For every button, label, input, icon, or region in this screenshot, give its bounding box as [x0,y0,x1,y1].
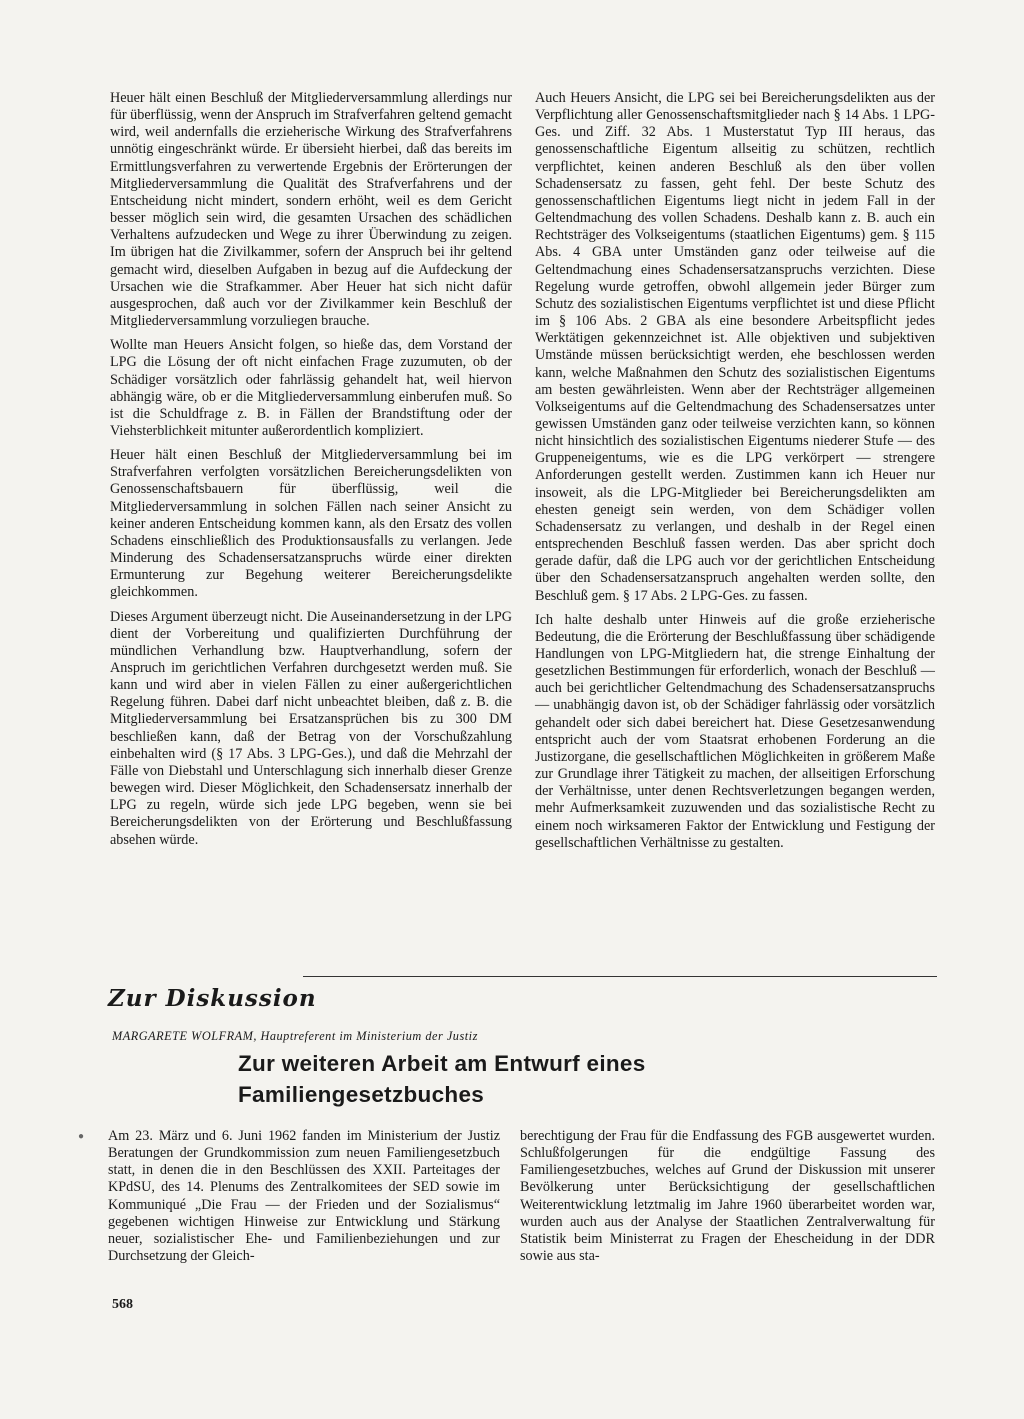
article-title [238,1048,798,1110]
paragraph: Auch Heuers Ansicht, die LPG sei bei Bereicherungsdelikten aus der Verpflichtung aller Genossenschaftsmitglieder nach § 14 Abs. 1 LPG-Ges. und Ziff. 32 Abs. 1 Musterstatut Typ III heraus, das genossenschaftliche Eigentum allseitig zu schützen, rechtlich verpflichtet, keinen anderen Beschluß als den über vollen Schadensersatz zu fassen, geht fehl. Der beste Schutz des genossenschaftlichen Eigentums liegt nicht in jedem Fall in der Geltendmachung des vollen Schadens. Deshalb kann z. B. auch ein Rechtsträger des Volkseigentums (staatlichen Eigentums) gem. § 115 Abs. 4 GBA unter Umständen ganz oder teilweise auf die Geltendmachung eines Schadensersatzanspruchs verzichten. Diese Regelung wurde getroffen, obwohl allgemein jeder Bürger zum Schutz des sozialistischen Eigentums verpflichtet ist und diese Pflicht im § 106 Abs. 2 GBA als eine besondere Arbeitspflicht jedes Werktätigen gekennzeichnet ist. Alle objektiven und subjektiven Umstände müssen berücksichtigt werden, ehe beschlossen werden kann, welche Maßnahmen den Schutz des sozialistischen Eigentums am besten gewährleisten. Wenn aber der Rechtsträger allgemeinen Volkseigentums auf die Geltendmachung des Schadensersatzes unter gewissen Umständen ganz oder teilweise verzichten kann, so können nicht hinsichtlich des sozialistischen Eigentums niederer Stufe — des Gruppeneigentums, wie es die LPG verkörpert — strengere Anforderungen gestellt werden. Zustimmen kann ich Heuer nur insoweit, als die LPG-Mitglieder bei Bereicherungsdelikten am ehesten geneigt sein werden, von dem Schädiger vollen Schadensersatz zu verlangen, und deshalb in der Regel einen entsprechenden Beschluß fassen werden. Das aber spricht doch gerade dafür, daß die LPG auch vor der gerichtlichen Entscheidung über den Schadensersatzanspruch angehalten werden sollte, den Beschluß gem. § 17 Abs. 2 LPG-Ges. zu fassen. [535,90,935,604]
left-column-top [110,90,512,856]
article-title-line: Familiengesetzbuches [238,1082,485,1107]
paragraph: Am 23. März und 6. Juni 1962 fanden im Ministerium der Justiz Beratungen der Grundkommission zum neuen Familiengesetzbuch statt, in denen die in den Beschlüssen des XXII. Parteitages der KPdSU, des 14. Plenums des Zentralkomitees der SED sowie im Kommuniqué „Die Frau — der Frieden und der Sozialismus“ gegebenen wichtigen Hinweise zur Entwicklung und Stärkung neuer, sozialistischer Ehe- und Familienbeziehungen und zur Durchsetzung der Gleich- [108,1128,500,1265]
section-label: Zur Diskussion [108,985,317,1012]
left-column-bottom [108,1128,500,1272]
paragraph: Heuer hält einen Beschluß der Mitgliederversammlung bei im Strafverfahren verfolgten vorsätzlichen Bereicherungsdelikten von Genossenschaftsbauern für überflüssig, weil die Mitgliederversammlung in solchen Fällen nach seiner Ansicht zu keiner anderen Entscheidung kommen kann, als den Ersatz des vollen Schadens einschließlich des Produktionsausfalls zu verlangen. Jede Minderung des Schadensersatzanspruchs würde einer direkten Ermunterung zur Begehung weiterer Bereicherungsdelikte gleichkommen. [110,447,512,601]
margin-mark-icon: ● [78,1131,85,1142]
author-byline: MARGARETE WOLFRAM, Hauptreferent im Ministerium der Justiz [112,1029,478,1043]
paragraph: Heuer hält einen Beschluß der Mitgliederversammlung allerdings nur für überflüssig, wenn der Anspruch im Strafverfahren geltend gemacht wird, weil andernfalls die erzieherische Wirkung des Strafverfahrens unnötig eingeschränkt würde. Er übersieht hierbei, daß das bereits im Ermittlungsverfahren zu verwertende Ergebnis der Erörterungen der Mitgliederversammlung die Qualität des Strafverfahrens und der Entscheidung nicht mindert, sondern erhöht, weil es dem Gericht besser möglich sein wird, die gesamten Ursachen des schädlichen Verhaltens aufzudecken und Wege zu ihrer Überwindung zu zeigen. Im übrigen hat die Zivilkammer, sofern der Anspruch bei ihr geltend gemacht wird, dieselben Aufgaben in bezug auf die Aufdeckung der Ursachen wie die Strafkammer. Aber Heuer hat sich nicht dafür ausgesprochen, daß auch vor der Zivilkammer kein Beschluß der Mitgliederversammlung vorzuliegen brauche. [110,90,512,330]
section-divider [303,976,937,977]
article-title-line: Zur weiteren Arbeit am Entwurf eines [238,1051,646,1076]
paragraph: Wollte man Heuers Ansicht folgen, so hieße das, dem Vorstand der LPG die Lösung der oft nicht einfachen Frage zuzumuten, ob der Schädiger vorsätzlich oder fahrlässig gehandelt hat, weil hiervon abhängig wäre, ob er die Mitgliederversammlung einberufen muß. So ist die Schuldfrage z. B. in Fällen der Brandstiftung oder der Viehsterblichkeit mitunter außerordentlich kompliziert. [110,337,512,439]
paragraph: Ich halte deshalb unter Hinweis auf die große erzieherische Bedeutung, die die Erörterung der Beschlußfassung über schädigende Handlungen von LPG-Mitgliedern hat, die strenge Einhaltung der gesetzlichen Bestimmungen für erforderlich, wonach der Beschluß — auch bei gerichtlicher Geltendmachung des Schadensersatzanspruchs — unabhängig davon ist, ob der Schädiger fahrlässig oder vorsätzlich gehandelt oder sich dabei bereichert hat. Diese Gesetzesanwendung entspricht auch der vom Staatsrat erhobenen Forderung an die Justizorgane, die gesellschaftlichen Möglichkeiten in größerem Maße zur Grundlage ihrer Tätigkeit zu machen, der allseitigen Erforschung der Verhältnisse, unter denen Rechtsverletzungen begangen werden, mehr Aufmerksamkeit zuzuwenden und das sozialistische Recht zu einem noch wirksameren Faktor der Entwicklung und Festigung der gesellschaftlichen Verhältnisse zu gestalten. [535,611,935,851]
page-number: 568 [112,1297,133,1312]
paragraph: berechtigung der Frau für die Endfassung des FGB ausgewertet wurden. Schlußfolgerungen für die endgültige Fassung des Familiengesetzbuches, welches auf Grund der Diskussion mit unserer Bevölkerung unter Berücksichtigung der gesellschaftlichen Weiterentwicklung letztmalig im Jahre 1960 überarbeitet worden war, wurden auch aus der Analyse der Staatlichen Zentralverwaltung für Statistik beim Ministerrat zu Fragen der Ehescheidung in der DDR sowie aus sta- [520,1128,935,1265]
right-column-bottom [520,1128,935,1272]
paragraph: Dieses Argument überzeugt nicht. Die Auseinandersetzung in der LPG dient der Vorbereitung und qualifizierten Durchführung der mündlichen Verhandlung bzw. Hauptverhandlung, sofern der Anspruch im gerichtlichen Verfahren durchgesetzt werden muß. Sie kann und wird aber in vielen Fällen zu einer außergerichtlichen Regelung führen. Dabei darf nicht unbeachtet bleiben, daß z. B. die Mitgliederversammlung bei Ersatzansprüchen bis zu 300 DM beschließen kann, daß der Betrag von der Vorschußzahlung einbehalten wird (§ 17 Abs. 3 LPG-Ges.), und daß die Mehrzahl der Fälle von Diebstahl und Unterschlagung sich innerhalb dieser Grenze bewegen wird. Dieser Möglichkeit, den Schadensersatz innerhalb der LPG zu regeln, würde sich jede LPG begeben, wenn sie bei Bereicherungsdelikten von der Erörterung und Beschlußfassung absehen würde. [110,608,512,848]
right-column-top [535,90,935,859]
